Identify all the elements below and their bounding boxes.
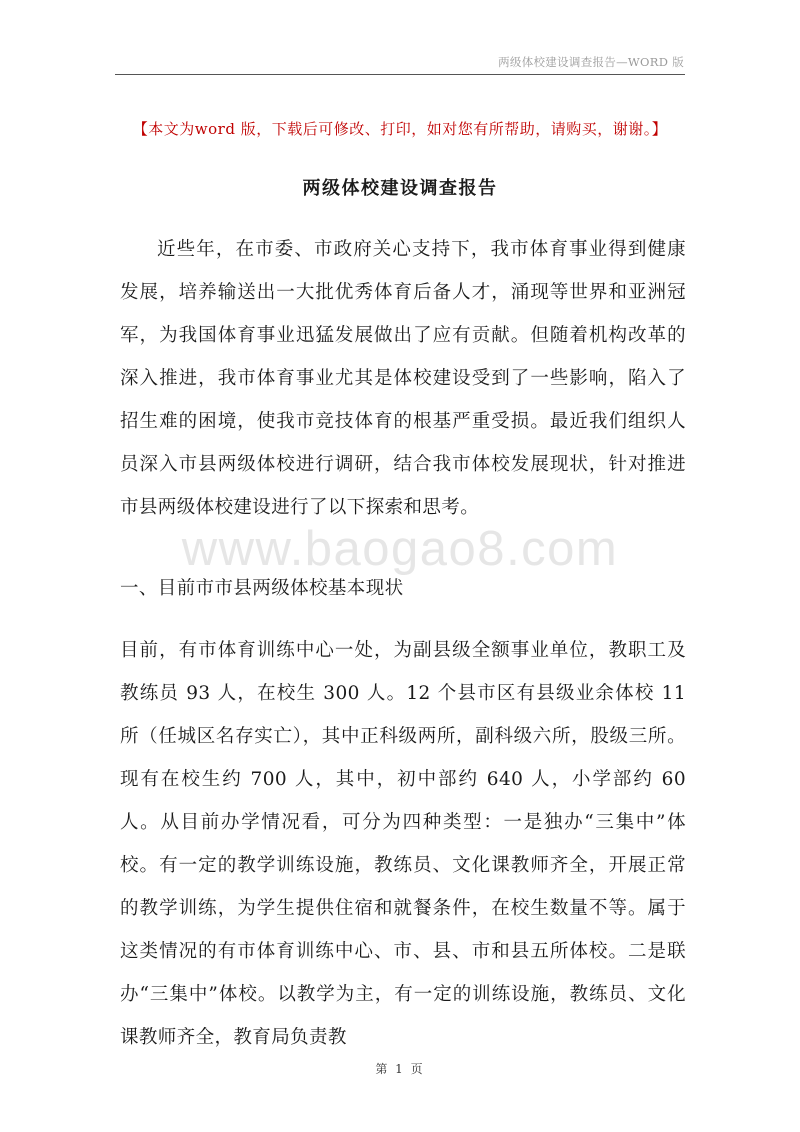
document-title: 两级体校建设调查报告: [302, 178, 498, 199]
running-header: 两级体校建设调查报告—WORD 版: [498, 55, 684, 69]
section-body-paragraph: 目前，有市体育训练中心一处，为副县级全额事业单位，教职工及教练员 93 人，在校生 300 人。12 个县市区有县级业余体校 11 所（任城区名存实亡），其中正科级两所，副科级六所，股级三所。现有在校生约 700 人，其中，初中部约 640 人，小学部约 60 人。从目前办学情况看，可分为四种类型：一是独办“三集中”体校。有一定的教学训练设施，教练员、文化课教师齐全，开展正常的教学训练，为学生提供住宿和就餐条件，在校生数量不等。属于这类情况的有市体育训练中心、市、县、市和县五所体校。二是联办“三集中”体校。以教学为主，有一定的训练设施，教练员、文化课教师齐全，教育局负责教: [120, 640, 686, 1048]
intro-paragraph: 近些年，在市委、市政府关心支持下，我市体育事业得到健康发展，培养输送出一大批优秀体育后备人才，涌现等世界和亚洲冠军，为我国体育事业迅猛发展做出了应有贡献。但随着机构改革的深入推进，我市体育事业尤其是体校建设受到了一些影响，陷入了招生难的困境，使我市竞技体育的根基严重受损。最近我们组织人员深入市县两级体校进行调研，结合我市体校发展现状，针对推进市县两级体校建设进行了以下探索和思考。: [120, 239, 686, 518]
page-number: 第 1 页: [375, 1062, 425, 1076]
download-notice: 【本文为word 版，下载后可修改、打印，如对您有所帮助，请购买，谢谢。】: [132, 120, 668, 138]
section-heading: 一、目前市市县两级体校基本现状: [120, 578, 404, 599]
watermark: www.baogao8.com: [181, 522, 619, 576]
header-divider: [115, 74, 685, 75]
